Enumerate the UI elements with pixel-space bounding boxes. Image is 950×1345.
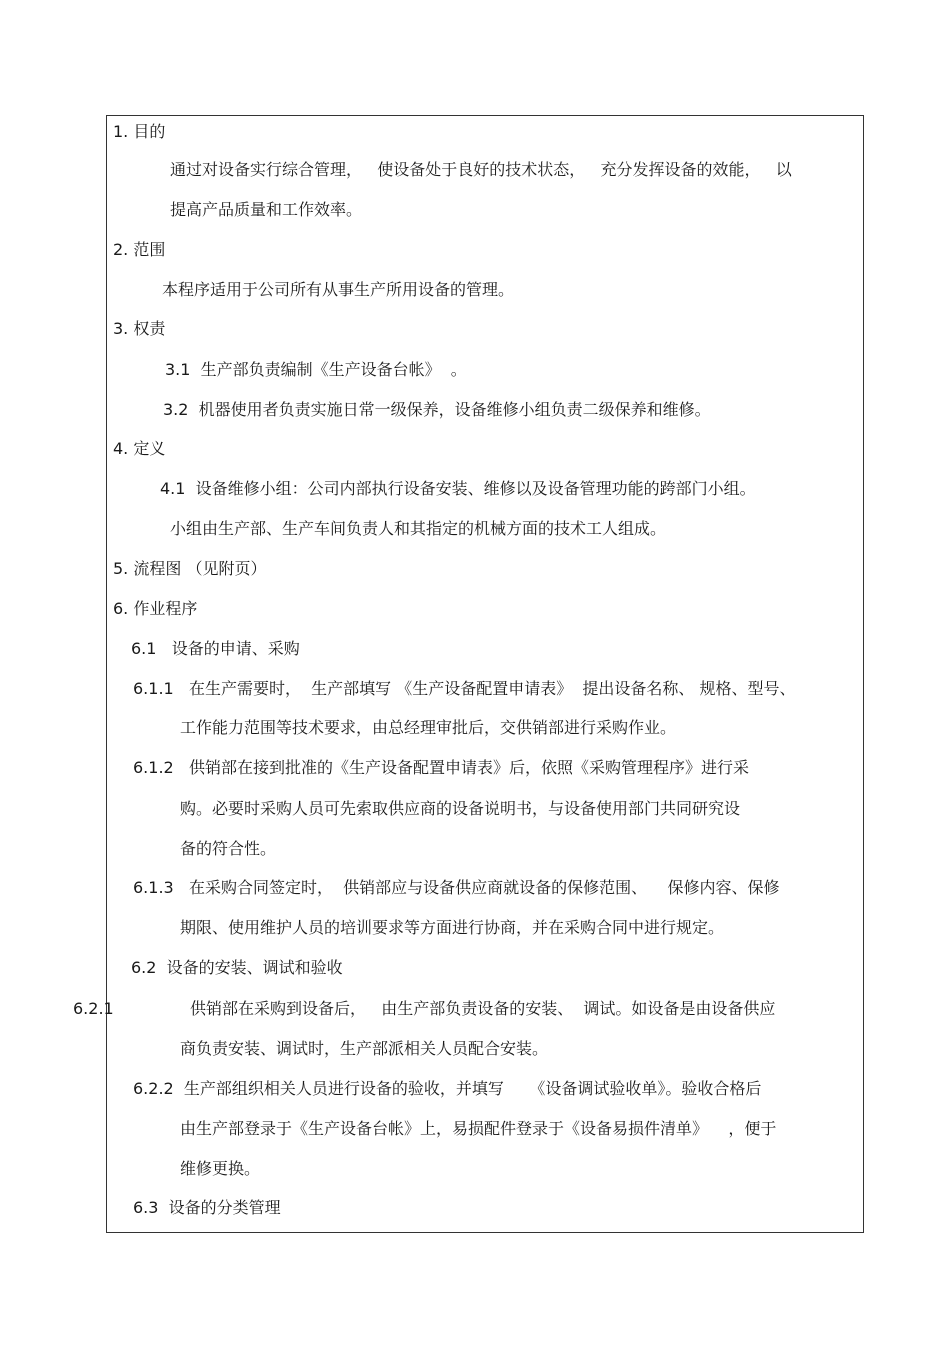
subheading: 6.3 设备的分类管理 [133,1198,281,1217]
heading-purpose: 1. 目的 [113,122,166,141]
text-line: 购。必要时采购人员可先索取供应商的设备说明书，与设备使用部门共同研究设 [180,799,741,818]
text-line: 小组由生产部、生产车间负责人和其指定的机械方面的技术工人组成。 [170,519,667,538]
text-line: 6.2.2 生产部组织相关人员进行设备的验收，并填写 《设备调试验收单》。验收合格后 [133,1079,762,1098]
subheading: 6.2 设备的安装、调试和验收 [131,958,343,977]
item-number: 6.2.1 [73,999,114,1018]
heading-responsibility: 3. 权责 [113,319,166,338]
text-line: 商负责安装、调试时，生产部派相关人员配合安装。 [180,1039,549,1058]
text-line: 供销部在采购到设备后， 由生产部负责设备的安装、 调试。如设备是由设备供应 [190,999,776,1018]
text-line: 由生产部登录于《生产设备台帐》上，易损配件登录于《设备易损件清单》 ，便于 [180,1119,777,1138]
text-line: 6.1.1 在生产需要时， 生产部填写 《生产设备配置申请表》 提出设备名称、 规格、型号、 [133,679,796,698]
text-line: 6.1.3 在采购合同签定时， 供销部应与设备供应商就设备的保修范围、 保修内容、保修 [133,878,780,897]
text-line: 3.1 生产部负责编制《生产设备台帐》 。 [165,360,467,379]
text-line: 通过对设备实行综合管理， 使设备处于良好的技术状态， 充分发挥设备的效能， 以 [170,160,792,179]
text-line: 3.2 机器使用者负责实施日常一级保养，设备维修小组负责二级保养和维修。 [163,400,711,419]
text-line: 6.1.2 供销部在接到批准的《生产设备配置申请表》后，依照《采购管理程序》进行采 [133,758,749,777]
text-line: 维修更换。 [180,1159,261,1178]
heading-scope: 2. 范围 [113,240,166,259]
text-line: 工作能力范围等技术要求，由总经理审批后，交供销部进行采购作业。 [180,718,677,737]
text-line: 备的符合性。 [180,839,277,858]
heading-definition: 4. 定义 [113,439,166,458]
text-line: 4.1 设备维修小组：公司内部执行设备安装、维修以及设备管理功能的跨部门小组。 [160,479,756,498]
heading-flowchart: 5. 流程图 （见附页） [113,559,267,578]
text-line: 本程序适用于公司所有从事生产所用设备的管理。 [162,280,515,299]
subheading: 6.1 设备的申请、采购 [131,639,300,658]
heading-procedure: 6. 作业程序 [113,599,198,618]
text-line: 提高产品质量和工作效率。 [170,200,363,219]
text-line: 期限、使用维护人员的培训要求等方面进行协商，并在采购合同中进行规定。 [180,918,725,937]
